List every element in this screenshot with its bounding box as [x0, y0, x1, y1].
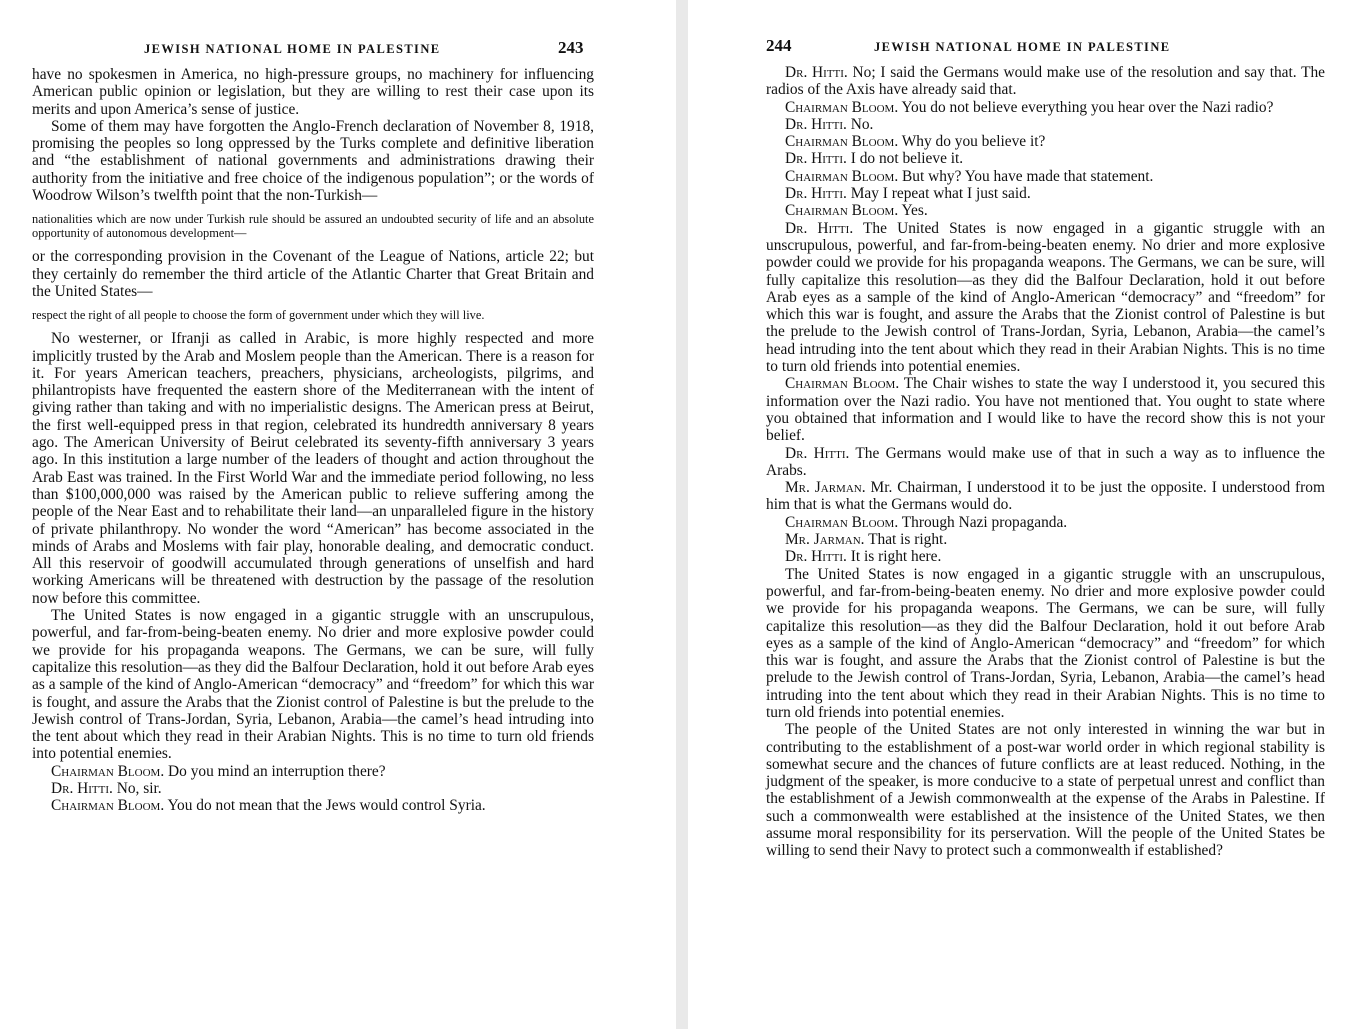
speaker: Dr. Hitti. [785, 185, 847, 203]
speech: I do not believe it. [850, 150, 964, 168]
dialogue-line [32, 797, 594, 814]
speaker: Dr. Hitti. [785, 150, 847, 168]
paragraph: have no spokesmen in America, no high-pressure groups, no machinery for influencing American public opinion or legislation, but they are willing to rest their case upon its merits and upon America’s sense of justice. [32, 66, 594, 118]
speech: Through Nazi propaganda. [901, 513, 1068, 531]
dialogue-line [766, 133, 1325, 150]
speaker: Dr. Hitti. [51, 779, 113, 797]
speaker: Chairman Bloom. [51, 762, 165, 780]
dialogue-line [766, 514, 1325, 531]
paragraph: The people of the United States are not only interested in winning the war but in contributing to the establishment of a post-war world order in which regional stability is somewhat secure and the chances of future conflicts are at least reduced. Nothing, in the judgment of the speaker, is more conducive to a state of perpetual unrest and conflict than the establishment of a Jewish commonwealth at the expense of the Arabs in Palestine. If such a commonwealth were established at the insistence of the United States, we then assume moral responsibility for its perservation. Will the people of the United States be willing to send their Navy to protect such a commonwealth if established? [766, 721, 1325, 860]
speech: Yes. [901, 202, 928, 220]
right-page-body [766, 64, 1325, 860]
dialogue-line [766, 116, 1325, 133]
speaker: Mr. Jarman. [785, 531, 865, 549]
block-quote: nationalities which are now under Turkish rule should be assured an undoubted security of life and an absolute opportunity of autonomous development— [32, 212, 594, 241]
speech: May I repeat what I just said. [850, 185, 1031, 203]
dialogue-line [766, 479, 1325, 514]
speaker: Chairman Bloom. [785, 202, 899, 220]
dialogue-line [766, 445, 1325, 480]
speaker: Chairman Bloom. [785, 513, 899, 531]
dialogue-line [32, 780, 594, 797]
paragraph: Some of them may have forgotten the Anglo-French declaration of November 8, 1918, promising the peoples so long oppressed by the Turks complete and definitive liberation and “the establishment of national governments and administrations drawing their authority from the initiative and free choice of the indigenous population”; or the words of Woodrow Wilson’s twelfth point that the non-Turkish— [32, 117, 594, 205]
speech: Do you mind an interruption there? [168, 762, 386, 780]
left-page-header [32, 38, 594, 66]
dialogue-line [766, 220, 1325, 376]
right-page [688, 0, 1347, 1029]
dialogue-line [766, 150, 1325, 167]
dialogue-line [766, 168, 1325, 185]
page-number: 244 [766, 36, 792, 55]
speaker: Chairman Bloom. [51, 797, 165, 815]
speaker: Chairman Bloom. [785, 133, 899, 151]
speech: But why? You have made that statement. [902, 167, 1154, 185]
speaker: Mr. Jarman. [785, 479, 866, 497]
speech: You do not believe everything you hear over the Nazi radio? [901, 98, 1274, 116]
dialogue-line [766, 548, 1325, 565]
speaker: Dr. Hitti. [785, 64, 848, 81]
speech: That is right. [868, 531, 948, 549]
dialogue-line [766, 64, 1325, 99]
paragraph: No westerner, or Ifranji as called in Arabic, is more highly respected and more implicitly trusted by the Arab and Moslem people than the American. There is a reason for it. For years American teachers, preachers, physicians, archeologists, pilgrims, and philantropists have frequented the eastern shore of the Mediterranean with the intent of giving rather than taking and with no imperialistic designs. The American press at Beirut, the first well-equipped press in that region, celebrated its hundredth anniversary 8 years ago. The American University of Beirut celebrated its seventy-fifth anniversary 3 years ago. In this institution a large number of the leaders of thought and action throughout the Arab East was trained. In the First World War and the immediate period following, no less than $100,000,000 was raised by the American public to relieve suffering among the people of the Near East and to rehabilitate their land—an unparalleled figure in the history of private philanthropy. No wonder the word “American” has become associated in the minds of Arabs and Moslems with fair play, honorable dealing, and democratic conduct. All this reservoir of goodwill accumulated through generations of unselfish and hard working Americans will be threatened with destruction by the passage of the resolution now before this committee. [32, 330, 594, 607]
paragraph: The United States is now engaged in a gigantic struggle with an unscrupulous, powerful, and far-from-being-beaten enemy. No drier and more explosive powder could we provide for his propaganda weapons. The Germans, we can be sure, will fully capitalize this resolution—as they did the Balfour Declaration, hold it out before Arab eyes as a sample of the kind of Anglo-American “democracy” and “freedom” for which this war is fought, and assure the Arabs that the Zionist control of Palestine is but the prelude to the Jewish control of Trans-Jordan, Syria, Lebanon, Arabia—the camel’s head intruding into the tent about which they read in their Arabian Nights. This is no time to turn old friends into potential enemies. [32, 607, 594, 763]
speech: The Germans would make use of that in such a way as to influence the Arabs. [766, 444, 1325, 479]
speech: The Chair wishes to state the way I understood it, you secured this information over the Nazi radio. You have not mentioned that. You ought to state where you obtained that information and I would like to have the record show this is not your belief. [766, 375, 1326, 445]
running-title: JEWISH NATIONAL HOME IN PALESTINE [874, 40, 1171, 54]
dialogue-line [766, 531, 1325, 548]
dialogue-line [766, 375, 1325, 444]
paragraph: The United States is now engaged in a gigantic struggle with an unscrupulous, powerful, and far-from-being-beaten enemy. No drier and more explosive powder could we provide for his propaganda weapons. The Germans, we can be sure, will fully capitalize this resolution—as they did the Balfour Declaration, hold it out before Arab eyes as a sample of the kind of Anglo-American “democracy” and “freedom” for which this war is fought, and assure the Arabs that the Zionist control of Palestine is but the prelude to the Jewish control of Trans-Jordan, Syria, Lebanon, Arabia—the camel’s head intruding into the tent about which they read in their Arabian Nights. This is no time to turn old friends into potential enemies. [766, 565, 1325, 721]
dialogue-line [766, 99, 1325, 116]
block-quote: respect the right of all people to choose the form of government under which they will live. [32, 308, 485, 323]
dialogue-line [766, 202, 1325, 219]
running-title: JEWISH NATIONAL HOME IN PALESTINE [144, 42, 441, 56]
paragraph: or the corresponding provision in the Covenant of the League of Nations, article 22; but they certainly do remember the third article of the Atlantic Charter that Great Britain and the United States— [32, 248, 594, 300]
speaker: Chairman Bloom. [785, 98, 899, 116]
speaker: Dr. Hitti. [785, 548, 847, 566]
speech: No; I said the Germans would make use of the resolution and say that. The radios of the Axis have already said that. [766, 64, 1326, 99]
speaker: Chairman Bloom. [785, 167, 899, 185]
speech: Why do you believe it? [901, 133, 1046, 151]
left-page-body [32, 66, 594, 815]
speech: It is right here. [850, 548, 942, 566]
speech: Mr. Chairman, I understood it to be just the opposite. I understood from him that is what the Germans would do. [766, 479, 1325, 514]
speaker: Dr. Hitti. [785, 219, 854, 237]
speech: You do not mean that the Jews would control Syria. [167, 797, 486, 815]
speaker: Dr. Hitti. [785, 115, 847, 133]
speech: The United States is now engaged in a gigantic struggle with an unscrupulous, powerful, and far-from-being-beaten enemy. No drier and more explosive powder could we provide for his propaganda weapons. The Germans, we can be sure, will fully capitalize this resolution—as they did the Balfour Declaration, hold it out before Arab eyes as a sample of the kind of Anglo-American “democracy” and “freedom” for which this war is fought, and assure the Arabs that the Zionist control of Palestine is but the prelude to the Jewish control of Trans-Jordan, Syria, Lebanon, Arabia—the camel’s head intruding into the tent about which they read in their Arabian Nights. This is no time to turn old friends into potential enemies. [766, 219, 1325, 376]
speaker: Dr. Hitti. [785, 444, 850, 462]
dialogue-line [32, 763, 594, 780]
page-number: 243 [558, 38, 584, 57]
speaker: Chairman Bloom. [785, 375, 900, 393]
dialogue-line [766, 185, 1325, 202]
speech: No, sir. [116, 779, 162, 797]
right-page-header [766, 36, 1325, 64]
speech: No. [850, 115, 874, 133]
